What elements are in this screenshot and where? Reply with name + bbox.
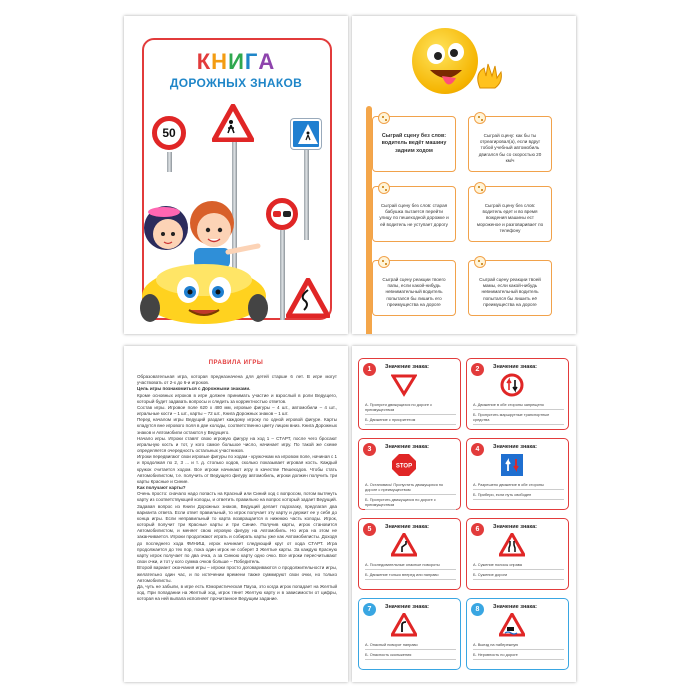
dice-icon (378, 182, 390, 194)
answer-option-a: А. Остановись! Пропустить движущихся по дороге с преимуществом (365, 481, 456, 495)
stop-sign-icon (391, 453, 417, 477)
sign-card (466, 598, 569, 670)
sign-card-number: 7 (363, 603, 376, 616)
yield-sign-icon (391, 373, 417, 397)
answer-option-a: А. Пропусти движущихся по дороге с преимуществом (365, 401, 456, 415)
cover-title (124, 49, 348, 75)
waving-hand-icon (474, 62, 502, 92)
sign-card-options (473, 561, 564, 581)
sign-card (466, 438, 569, 510)
activity-card-text: Сыграй сцену реакции твоей мамы, если какой-нибудь невнимательный водитель попытался бы лишить её преимущества на дороге (479, 277, 541, 307)
svg-text:STOP: STOP (395, 463, 413, 470)
signs-page (352, 346, 576, 682)
rules-paragraph: Кроме основных игроков в игре должен принимать участие и взрослый в роли Ведущего, который будет задавать вопросы и следить за корректностью ответов. (137, 392, 337, 404)
double-curve-sign (286, 278, 330, 318)
activity-card-text: Сыграй сцену без слов: водитель едет и во время вождения машины ест мороженое и разговаривает по телефону (476, 203, 544, 233)
activity-card (372, 260, 456, 316)
rules-paragraph: Перед началом игры Ведущий раздает каждому игроку по одной игровой фигуре. Карты кладутся вне игрового поля в две колоды, соответственно цвету лицом вниз. Книга Дорожных знаков и Автомобили остаются у Ведущего. (137, 417, 337, 435)
dice-icon (474, 182, 486, 194)
activity-card-text: Сыграй сцену реакции твоего папы, если какой-нибудь невнимательный водитель попытался бы лишить его преимущества на дороге (382, 277, 446, 307)
speed-limit-sign: 50 (152, 116, 186, 150)
sign-card-question: Значение знака: (493, 524, 537, 530)
sign-card (466, 358, 569, 430)
pedestrian-crossing-sign (291, 119, 321, 149)
sign-card-number: 2 (471, 363, 484, 376)
rules-paragraph: Игроки передвигают свои игровые фигуры по ходам - кружочкам на игровом поле, начиная с 1 и продолжая по 2, 3 ... и т. д. столько ходов, сколько показывает игровая кость. Каждый кружок считается ходом. Все игроки начинают игру в качестве Пешеходов. Чтобы стать Автомобилистом, т.е. получить от Ведущего фигуру автомобиль, игроки должен получить три карты Красные и Синие. (137, 454, 337, 484)
title-letter: Г (244, 49, 259, 74)
children-crossing-sign (212, 104, 254, 142)
sign-card-question: Значение знака: (385, 604, 429, 610)
sign-card-options (473, 401, 564, 426)
sign-card-question: Значение знака: (493, 604, 537, 610)
sign-pole (304, 150, 309, 240)
answer-option-b: Б. Движение с приоритетом (365, 416, 456, 425)
activity-card (468, 260, 552, 316)
activity-card-text: Сыграй сцену: как бы ты отреагировал(а), если вдруг тобой учебный автомобиль двигался бы со скоростью 20 км/ч (478, 133, 542, 163)
cover-subtitle: ДОРОЖНЫХ ЗНАКОВ (169, 76, 303, 90)
curves-sign-icon (391, 533, 417, 557)
kids-in-car-illustration (134, 168, 284, 328)
answer-option-a: А. Движение в обе стороны запрещено (473, 401, 564, 410)
sign-card (358, 518, 461, 590)
sign-card (466, 518, 569, 590)
rules-body (137, 374, 337, 676)
answer-option-a: А. Разрешено движение в обе стороны (473, 481, 564, 490)
sign-card-question: Значение знака: (493, 444, 537, 450)
activity-card (372, 116, 456, 172)
sign-card-options (365, 401, 456, 426)
title-letter: А (258, 49, 276, 74)
rules-paragraph: Как получают карты? (137, 485, 186, 491)
turn-sign-icon (391, 613, 417, 637)
answer-option-b: Б. Сужение дороги (473, 571, 564, 580)
rules-paragraph: Начало игры. Игроки ставят свою игровую фигуру на ход 1 – СТАРТ, после чего бросают игральную кость и тот, у кого самое большое число, начинает игру. По такой же схеме определяется очередность остальных участников. (137, 435, 337, 454)
rules-paragraph: Очень просто: сначало надо попасть на Красный или Синий ход с вопросом, потом вытянуть карту из соответствующей колоды, и ответить правильно на вопрос который задает Ведущий. Задавая вопрос из Книги Дорожных знаков, Ведущий делает подсказку, предлагая два варианта ответа. Если ответ правильный, то игрок получает эту карту и держит ее у себя до конца игры. Если неправильный то карта возвращается в нижнюю часть колоды. Игрок, который получит три Красные карты и три Синие. Получив карты, игрок становится Автомобилистом, и меняет свою игровую фигуру на Автомобиль. Но игра на этом не заканчивается. Игроки продолжают играть и собирать карты уже как Автомобилисты. Доходя до последнего хода ФИНИШ, игрок начинает следующий круг от хода СТАРТ. Игра продолжается до тех пор, пока один игрок не соберет 3 Желтые карты. За каждую Красную карту игрок получает по два очка, а за Синюю карту одно очко. Все игроки пересчитывают свои очки, и тот у кого сумма очков больше – Победитель. (137, 491, 337, 565)
activity-card-text: Сыграй сцену без слов: водитель ведёт машину задним ходом (381, 133, 447, 154)
priority-sign-icon (499, 453, 525, 477)
sign-card-number: 4 (471, 443, 484, 456)
sign-card-number: 8 (471, 603, 484, 616)
crazy-smiley-icon (412, 28, 478, 94)
dice-icon (474, 256, 486, 268)
sign-card (358, 598, 461, 670)
sign-card-number: 1 (363, 363, 376, 376)
answer-option-b: Б. Неровность по дороге (473, 651, 564, 660)
oncoming-sign-icon (499, 373, 525, 397)
rules-paragraph: Да, чуть не забыли, в игре есть Юмористическая Пауза, это когда игрок попадает на Желтый ход. При попадании на Желтый ход, игрок тянет Желтую карту и в зависимости от цифры, которая на ней выпала исполняет прочитанное Ведущим задание. (137, 583, 337, 602)
answer-option-b: Б. Пропустить движущихся по дороге с преимуществом (365, 496, 456, 510)
rules-title: ПРАВИЛА ИГРЫ (208, 360, 264, 366)
answer-option-b: Б. Пропустить маршрутные транспортные средства (473, 411, 564, 425)
dice-icon (378, 112, 390, 124)
sign-card-number: 6 (471, 523, 484, 536)
answer-option-a: А. Выезд на набережную (473, 641, 564, 650)
sign-card (358, 358, 461, 430)
dice-icon (378, 256, 390, 268)
activity-card (468, 186, 552, 242)
sign-card-question: Значение знака: (385, 364, 429, 370)
sign-card-options (365, 561, 456, 581)
sign-card-options (365, 481, 456, 511)
sign-card-number: 5 (363, 523, 376, 536)
title-letter: Н (211, 49, 229, 74)
sign-card-options (473, 481, 564, 501)
dice-icon (474, 112, 486, 124)
title-letter: К (196, 49, 212, 74)
rules-paragraph: Состав игры. Игровое поле 620 x 480 мм, игровые фигуры – 4 шт., автомобили – 4 шт., игральные кости – 1 шт., карты – 72 шт., Книга Дорожных знаков – 1 шт. (137, 404, 337, 417)
sign-card-number: 3 (363, 443, 376, 456)
activity-card-text: Сыграй сцену без слов: старая бабушка пытается перейти улицу по пешеходной дорожке и ей водитель не уступает дорогу (379, 203, 449, 227)
rules-paragraph: Цель игры познакомиться с Дорожными знаками. (137, 386, 251, 392)
rules-paragraph: Второй вариант окончания игры – игроки просто договариваются о продолжительности игры, желательно один час, и по истечении времени также суммируют свои очки, но только Автомобилисты. (137, 565, 337, 583)
answer-option-b: Б. Движение только вперед или направо (365, 571, 456, 580)
rules-paragraph: Образовательная игра, которая предназначена для детей старше 6 лет. В игре могут участвовать от 2-х до 6-и игроков. (137, 374, 337, 386)
sign-card-question: Значение знака: (493, 364, 537, 370)
rules-page (124, 346, 348, 682)
embankment-sign-icon (499, 613, 525, 637)
sign-card-question: Значение знака: (385, 444, 429, 450)
sign-card-question: Значение знака: (385, 524, 429, 530)
cover-page (124, 16, 348, 334)
title-word (197, 49, 276, 75)
answer-option-b: Б. Прибери, если путь свободен (473, 491, 564, 500)
sign-card-options (473, 641, 564, 661)
sign-card-options (365, 641, 456, 661)
activity-page (352, 16, 576, 334)
narrow-sign-icon (499, 533, 525, 557)
answer-option-a: А. Последовательные опасные повороты (365, 561, 456, 570)
activity-card (468, 116, 552, 172)
answer-option-a: А. Сужение полосы справа (473, 561, 564, 570)
title-letter: И (228, 49, 245, 74)
sign-card (358, 438, 461, 510)
answer-option-a: А. Опасный поворот направо (365, 641, 456, 650)
activity-card (372, 186, 456, 242)
answer-option-b: Б. Опасность скольжения (365, 651, 456, 660)
